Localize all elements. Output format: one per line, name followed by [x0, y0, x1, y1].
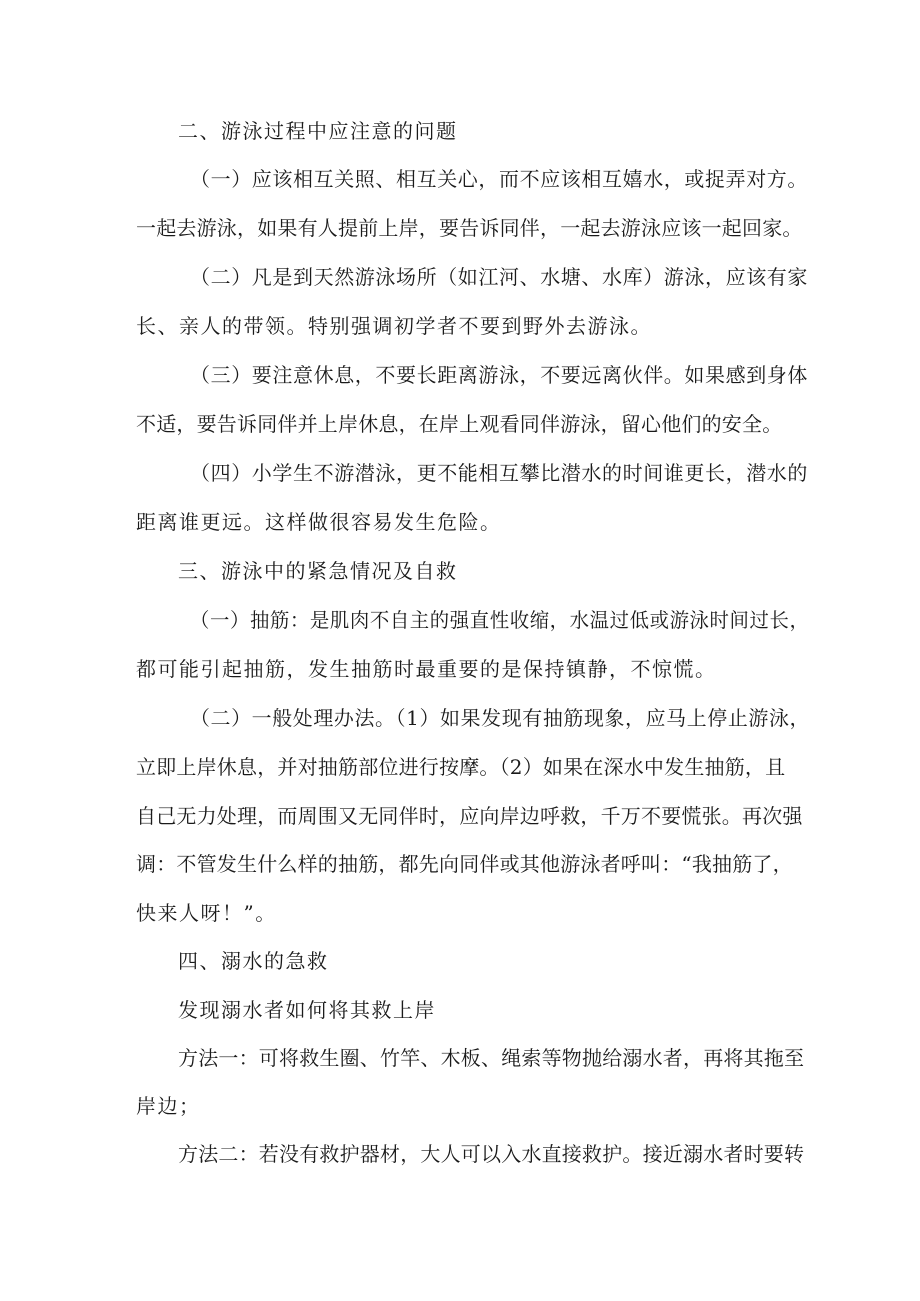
- paragraph-line: 方法一：可将救生圈、竹竿、木板、绳索等物抛给溺水者，再将其拖至: [178, 1046, 805, 1070]
- section-heading-4: 四、溺水的急救: [178, 949, 329, 973]
- paragraph-line: （二）一般处理办法。（1）如果发现有抽筋现象，应马上停止游泳，: [190, 706, 811, 730]
- section-heading-3: 三、游泳中的紧急情况及自救: [178, 559, 458, 583]
- paragraph-line: 立即上岸休息，并对抽筋部位进行按摩。（2）如果在深水中发生抽筋，且: [136, 755, 786, 779]
- paragraph-line: （四）小学生不游潜泳，更不能相互攀比潜水的时间谁更长，潜水的: [190, 461, 808, 485]
- paragraph-line: 一起去游泳，如果有人提前上岸，要告诉同伴，一起去游泳应该一起回家。: [136, 216, 803, 240]
- paragraph-line: 不适，要告诉同伴并上岸休息，在岸上观看同伴游泳，留心他们的安全。: [136, 412, 783, 436]
- paragraph-line: 岸边；: [136, 1094, 201, 1118]
- paragraph-line: 方法二：若没有救护器材，大人可以入水直接救护。接近溺水者时要转: [178, 1142, 805, 1166]
- section-heading-2: 二、游泳过程中应注意的问题: [178, 119, 458, 143]
- paragraph-line: （一）抽筋：是肌肉不自主的强直性收缩，水温过低或游泳时间过长，: [190, 608, 810, 632]
- paragraph-line: （二）凡是到天然游泳场所（如江河、水塘、水库）游泳，应该有家: [190, 265, 808, 289]
- paragraph-line: 都可能引起抽筋，发生抽筋时最重要的是保持镇静，不惊慌。: [136, 657, 717, 681]
- paragraph-line: 快来人呀！”。: [136, 901, 277, 925]
- paragraph-line: （三）要注意休息，不要长距离游泳，不要远离伙伴。如果感到身体: [190, 363, 808, 387]
- paragraph-line: 长、亲人的带领。特别强调初学者不要到野外去游泳。: [136, 314, 652, 338]
- paragraph-line: 调：不管发生什么样的抽筋，都先向同伴或其他游泳者呼叫：“我抽筋了，: [136, 852, 793, 876]
- paragraph-line: 自己无力处理，而周围又无同伴时，应向岸边呼救，千万不要慌张。再次强: [136, 804, 803, 828]
- paragraph-line: （一）应该相互关照、相互关心，而不应该相互嬉水，或捉弄对方。: [190, 167, 808, 191]
- paragraph-line: 距离谁更远。这样做很容易发生危险。: [136, 510, 502, 534]
- paragraph-line: 发现溺水者如何将其救上岸: [178, 998, 436, 1022]
